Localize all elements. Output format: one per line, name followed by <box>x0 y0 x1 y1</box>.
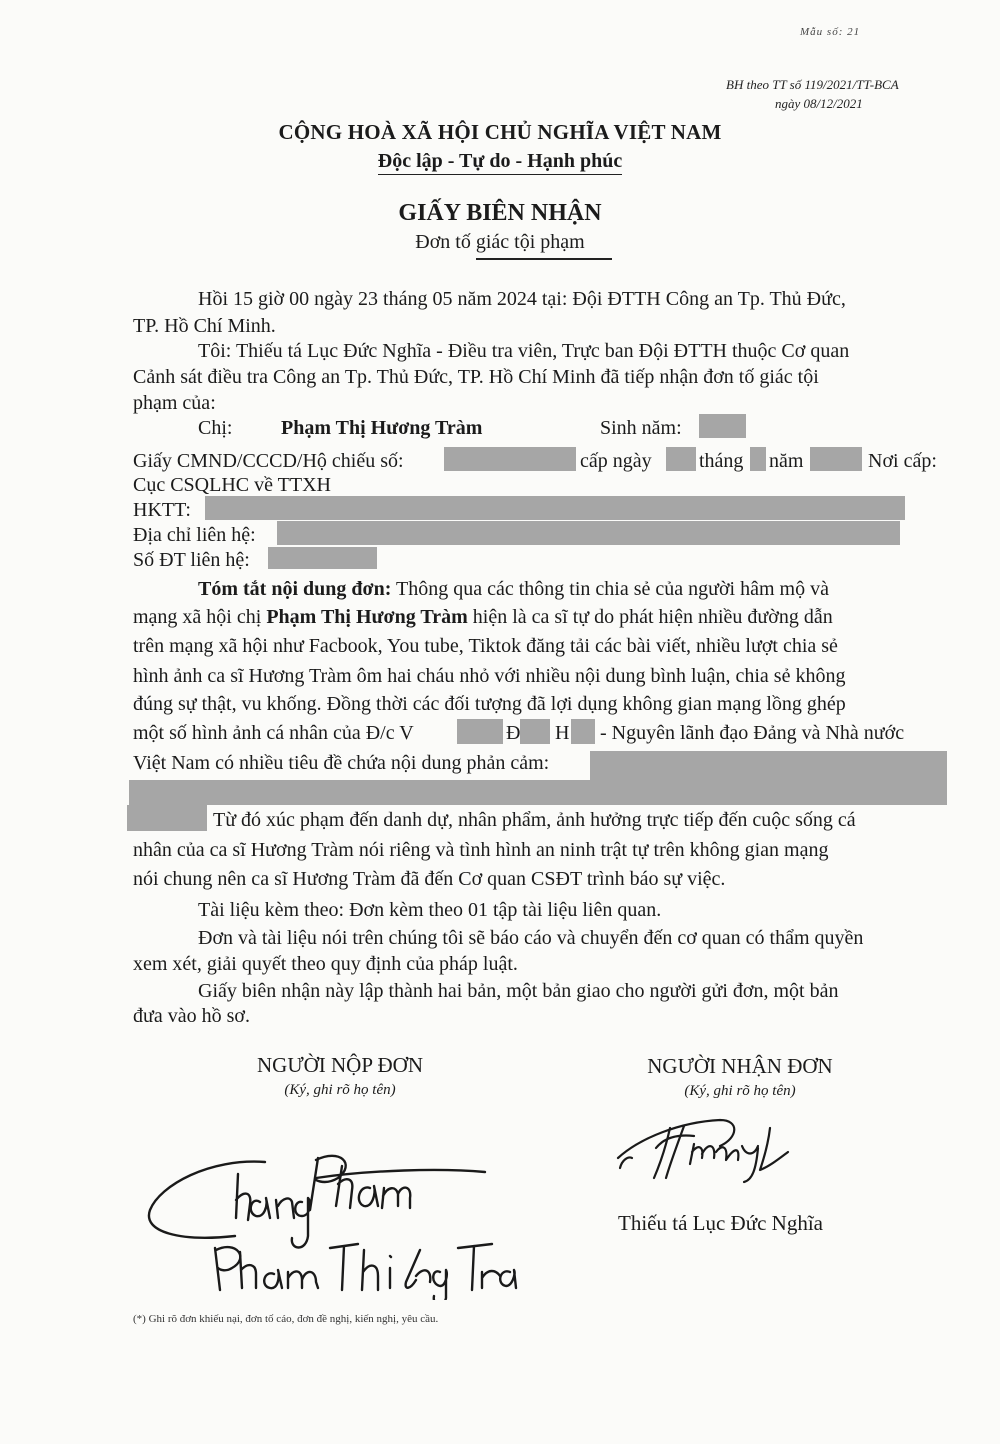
person-name: Phạm Thị Hương Tràm <box>281 417 483 439</box>
summary-line-6-e: Đ <box>506 722 521 744</box>
summary-text-2a: mạng xã hội chị <box>133 606 262 628</box>
redacted-id-number <box>444 447 576 471</box>
issue-place: Cục CSQLHC về TTXH <box>133 474 331 496</box>
redacted-issue-year <box>810 447 862 471</box>
form-reference-line1: BH theo TT số 119/2021/TT-BCA <box>726 77 899 92</box>
country-heading: CỘNG HOÀ XÃ HỘI CHỦ NGHĨA VIỆT NAM <box>278 120 722 144</box>
motto <box>0 150 1000 173</box>
forward-line-2: xem xét, giải quyết theo quy định của pháp luật. <box>133 953 518 975</box>
receiver-note: (Ký, ghi rõ họ tên) <box>684 1083 796 1099</box>
attachments-line: Tài liệu kèm theo: Đơn kèm theo 01 tập tài liệu liên quan. <box>198 899 662 921</box>
redacted-issue-month <box>750 447 766 471</box>
receiver-name: Thiếu tá Lục Đức Nghĩa <box>618 1211 823 1235</box>
summary-line-7: Việt Nam có nhiều tiêu đề chứa nội dung phản cảm: <box>133 752 550 774</box>
forward-line-1: Đơn và tài liệu nói trên chúng tôi sẽ báo cáo và chuyển đến cơ quan có thẩm quyền <box>198 927 864 949</box>
phone-label: Số ĐT liên hệ: <box>133 549 250 571</box>
redacted-issue-day <box>666 447 696 471</box>
summary-line-6a: một số hình ảnh cá nhân của Đ/c V <box>133 722 414 744</box>
address-label: Địa chỉ liên hệ: <box>133 524 256 546</box>
time-line-2: TP. Hồ Chí Minh. <box>133 315 276 337</box>
submitter-title: NGƯỜI NỘP ĐƠN <box>256 1053 423 1077</box>
redacted-address <box>277 521 900 545</box>
birth-year-label: Sinh năm: <box>600 417 682 439</box>
summary-text-2b: hiện là ca sĩ tự do phát hiện nhiều đường dẫn <box>472 606 833 628</box>
officer-line-1: Tôi: Thiếu tá Lục Đức Nghĩa - Điều tra viên, Trực ban Đội ĐTTH thuộc Cơ quan <box>198 340 850 362</box>
time-line-1: Hồi 15 giờ 00 ngày 23 tháng 05 năm 2024 tại: Đội ĐTTH Công an Tp. Thủ Đức, <box>198 288 846 310</box>
redacted-titles-b <box>129 780 947 805</box>
issue-year-label: năm <box>769 450 804 472</box>
summary-line-9: Từ đó xúc phạm đến danh dự, nhân phẩm, ảnh hưởng trực tiếp đến cuộc sống cá <box>213 809 856 831</box>
redacted-phone <box>268 547 377 569</box>
summary-label: Tóm tắt nội dung đơn: <box>198 578 392 600</box>
summary-name: Phạm Thị Hương Tràm <box>266 606 468 628</box>
summary-line-2 <box>133 605 833 629</box>
id-number-label: Giấy CMND/CCCD/Hộ chiếu số: <box>133 450 404 472</box>
redacted-name-part-2 <box>520 719 550 744</box>
redacted-titles-c <box>127 805 207 831</box>
redacted-name-part-1 <box>457 719 503 744</box>
summary-line-4: hình ảnh ca sĩ Hương Tràm ôm hai cháu nhỏ với nhiều nội dung bình luận, chia sẻ không <box>133 665 846 687</box>
issue-place-label: Nơi cấp: <box>868 450 937 472</box>
officer-line-3: phạm của: <box>133 392 216 414</box>
summary-line-3: trên mạng xã hội như Facbook, You tube, Tiktok đăng tải các bài viết, nhiều lượt chia sẻ <box>133 635 838 657</box>
summary-line-11: nói chung nên ca sĩ Hương Tràm đã đến Cơ quan CSĐT trình báo sự việc. <box>133 868 726 890</box>
summary-line-10: nhân của ca sĩ Hương Tràm nói riêng và tình hình an ninh trật tự trên không gian mạng <box>133 839 829 861</box>
redacted-hktt <box>205 496 905 520</box>
receiver-title: NGƯỜI NHẬN ĐƠN <box>647 1054 833 1078</box>
document-subtitle: Đơn tố giác tội phạm <box>415 231 585 253</box>
redacted-name-part-3 <box>571 719 595 744</box>
summary-line-6-h: H <box>555 722 570 744</box>
receiver-signature <box>610 1108 790 1188</box>
copies-line-2: đưa vào hồ sơ. <box>133 1005 250 1027</box>
hktt-label: HKTT: <box>133 499 191 521</box>
redacted-birth-year <box>699 414 746 438</box>
submitter-note: (Ký, ghi rõ họ tên) <box>284 1082 396 1098</box>
form-reference-line2: ngày 08/12/2021 <box>775 96 863 111</box>
summary-line-5: đúng sự thật, vu khống. Đồng thời các đối tượng đã lợi dụng không gian mạng lồng ghép <box>133 693 846 715</box>
submitter-signature <box>140 1140 520 1300</box>
issue-date-label: cấp ngày <box>580 450 652 472</box>
motto-text: Độc lập - Tự do - Hạnh phúc <box>378 150 622 175</box>
subtitle-underline <box>476 258 612 260</box>
person-label: Chị: <box>198 417 233 439</box>
footnote: (*) Ghi rõ đơn khiếu nại, đơn tố cáo, đơn đề nghị, kiến nghị, yêu cầu. <box>133 1313 439 1325</box>
document-title: GIẤY BIÊN NHẬN <box>398 200 602 226</box>
summary-text-1: Thông qua các thông tin chia sẻ của người hâm mộ và <box>396 578 829 600</box>
copies-line-1: Giấy biên nhận này lập thành hai bản, một bản giao cho người gửi đơn, một bản <box>198 980 839 1002</box>
officer-line-2: Cảnh sát điều tra Công an Tp. Thủ Đức, TP. Hồ Chí Minh đã tiếp nhận đơn tố giác tội <box>133 366 819 388</box>
issue-month-label: tháng <box>699 450 744 472</box>
summary-line-6b: - Nguyên lãnh đạo Đảng và Nhà nước <box>600 722 905 744</box>
form-code: Mẫu số: 21 <box>800 26 861 38</box>
summary-line-1 <box>198 577 829 601</box>
